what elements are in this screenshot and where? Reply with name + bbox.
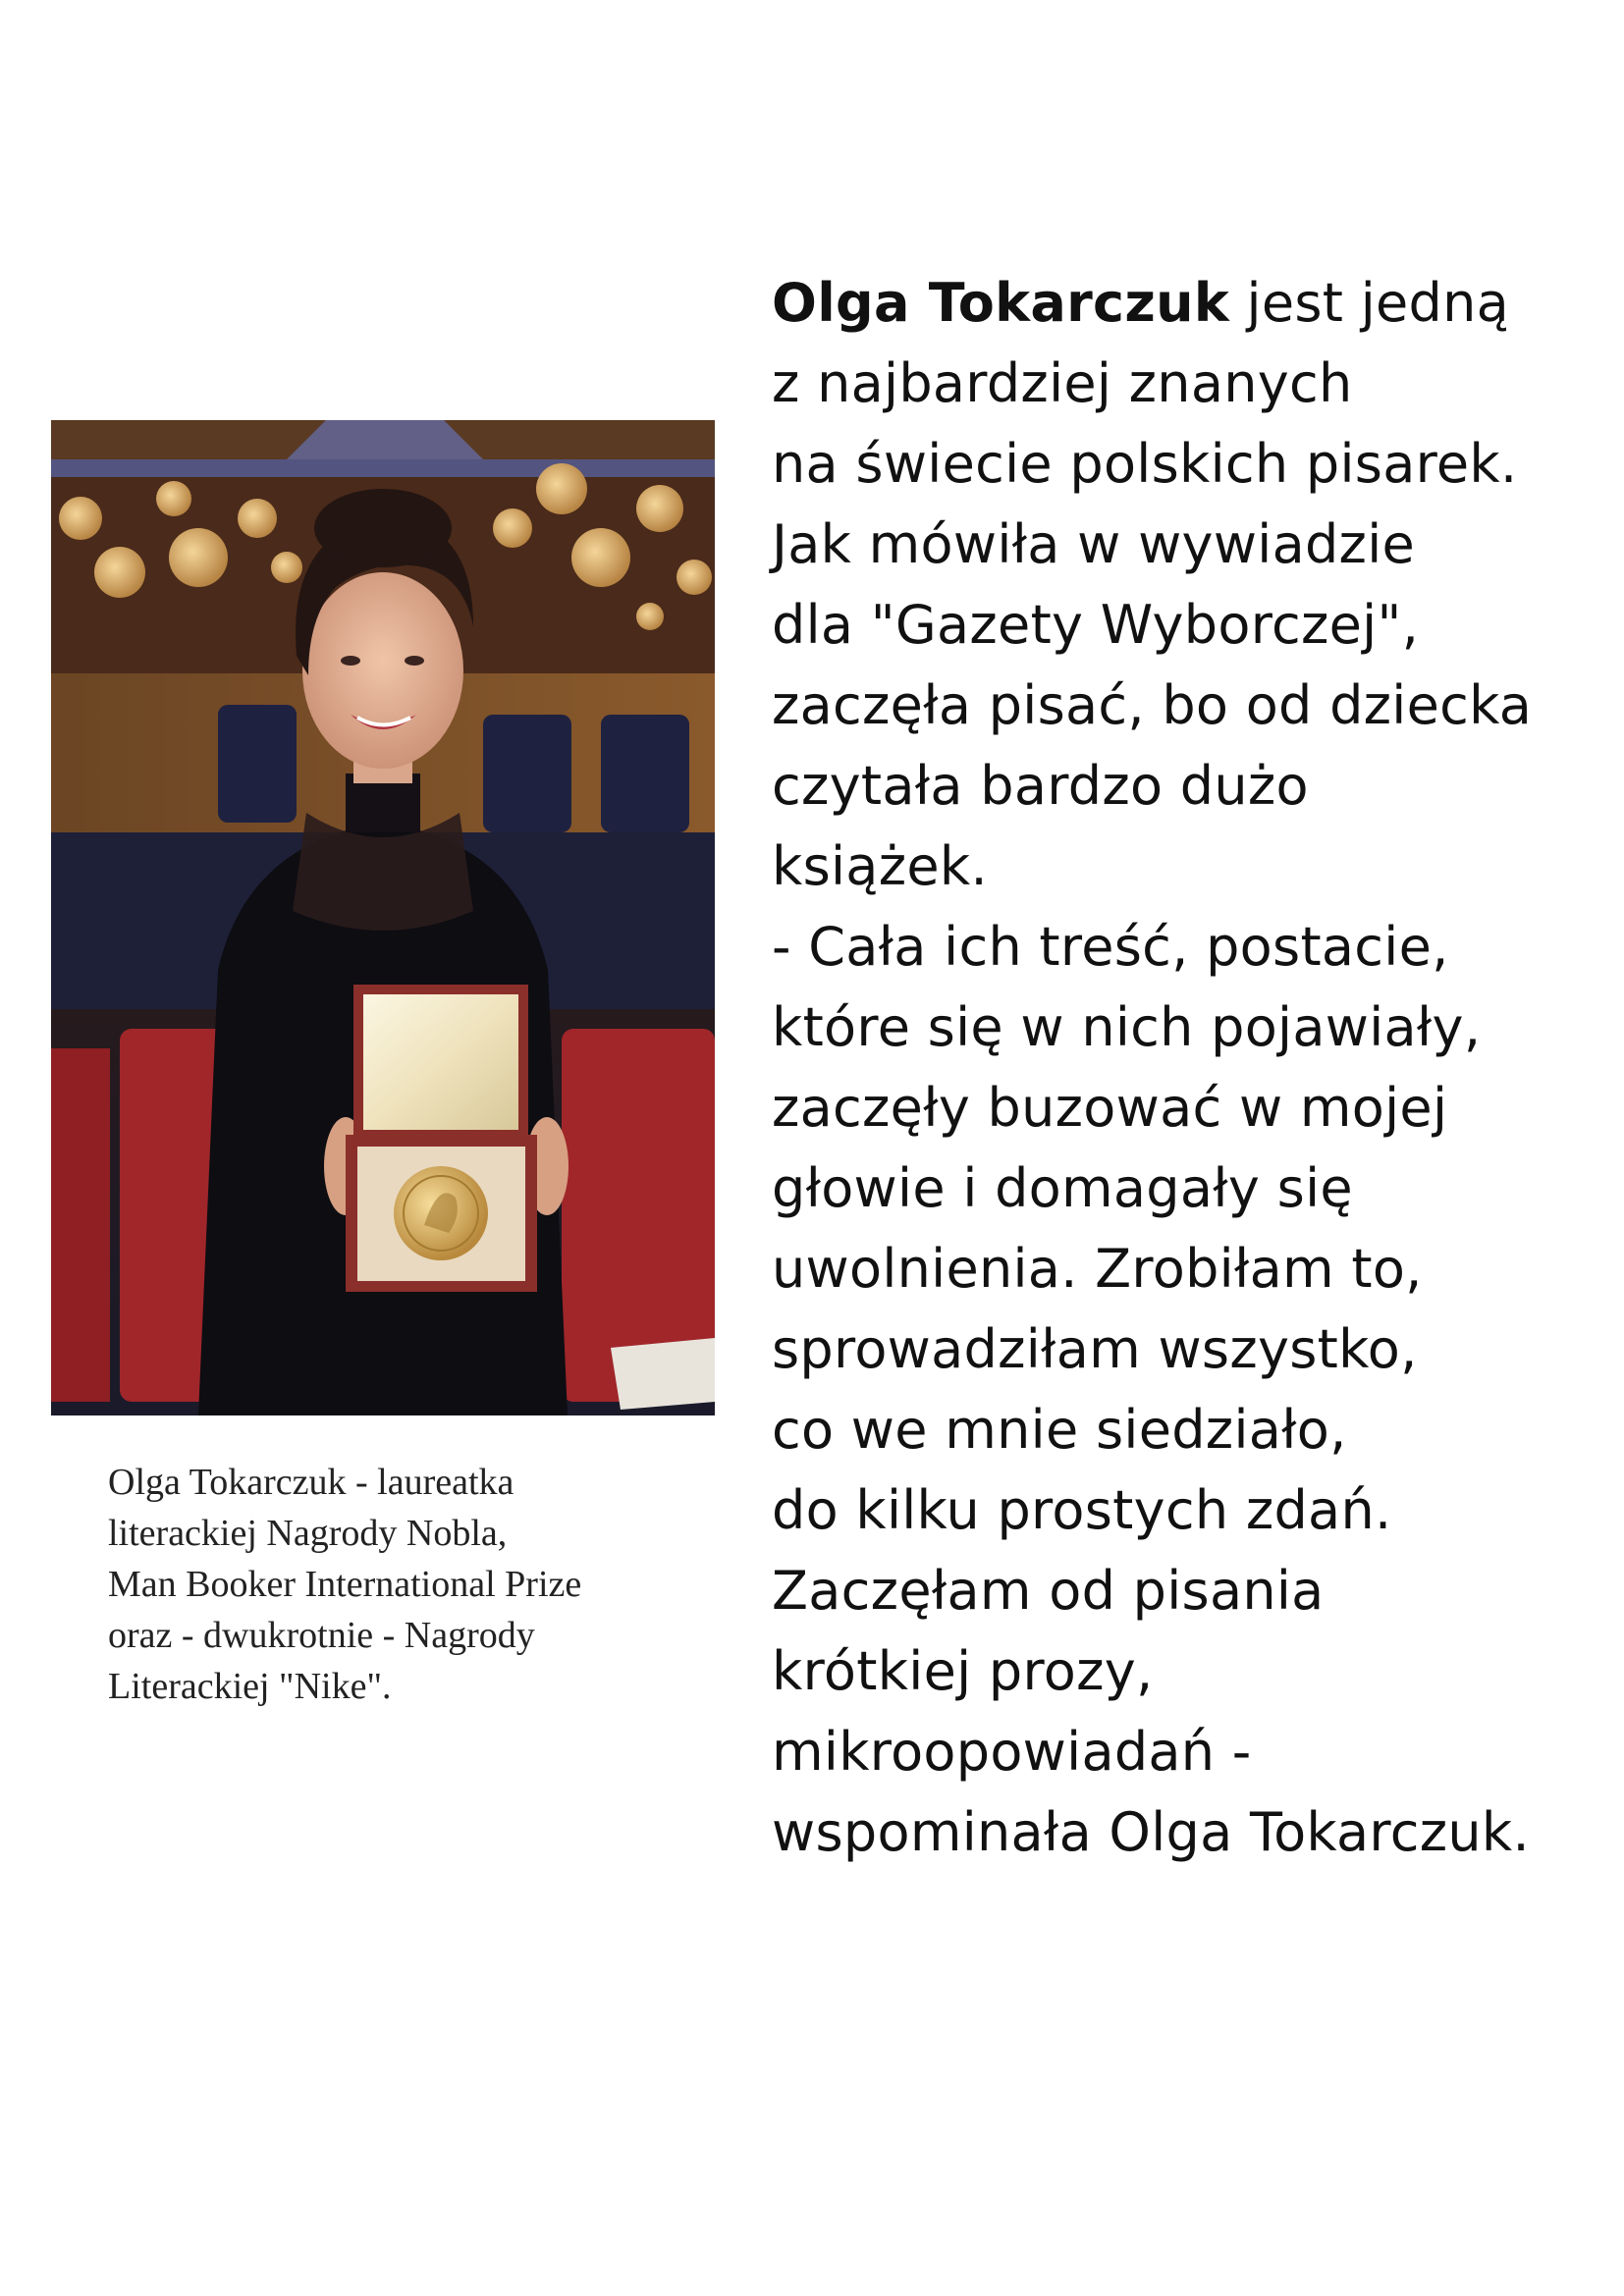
story-line: sprowadziłam wszystko, <box>772 1318 1418 1380</box>
story-line: Zaczęłam od pisania <box>772 1560 1325 1622</box>
story-line: mikroopowiadań - <box>772 1721 1252 1783</box>
story-line: wspominała Olga Tokarczuk. <box>772 1801 1530 1863</box>
story-line: dla "Gazety Wyborczej", <box>772 594 1420 656</box>
author-name: Olga Tokarczuk <box>772 272 1230 334</box>
story-line: czytała bardzo dużo <box>772 755 1309 817</box>
story-line: z najbardziej znanych <box>772 352 1353 414</box>
author-photo <box>51 420 715 1415</box>
photo-illustration <box>51 420 715 1415</box>
story-first-line-rest: jest jedną <box>1229 272 1510 334</box>
caption-line: oraz - dwukrotnie - Nagrody <box>108 1615 535 1656</box>
story-line: do kilku prostych zdań. <box>772 1479 1392 1541</box>
story-line: krótkiej prozy, <box>772 1640 1154 1702</box>
caption-line: Olga Tokarczuk - laureatka <box>108 1462 514 1503</box>
caption-line: literackiej Nagrody Nobla, <box>108 1513 508 1554</box>
story-line: - Cała ich treść, postacie, <box>772 916 1449 978</box>
story-line: głowie i domagały się <box>772 1157 1353 1219</box>
caption-line: Literackiej "Nike". <box>108 1666 392 1707</box>
story-line: książek. <box>772 835 988 897</box>
story-line: na świecie polskich pisarek. <box>772 433 1518 495</box>
story-line: uwolnienia. Zrobiłam to, <box>772 1238 1423 1300</box>
story-line: zaczęła pisać, bo od dziecka <box>772 674 1533 736</box>
caption-line: Man Booker International Prize <box>108 1564 582 1605</box>
photo-caption <box>108 1457 717 1712</box>
story-first-line <box>772 263 1597 344</box>
story-line: co we mnie siedziało, <box>772 1399 1347 1461</box>
story-line: zaczęły buzować w mojej <box>772 1077 1448 1139</box>
story-text <box>772 263 1597 1873</box>
story-line: Jak mówiła w wywiadzie <box>772 513 1416 575</box>
story-line: które się w nich pojawiały, <box>772 996 1482 1058</box>
